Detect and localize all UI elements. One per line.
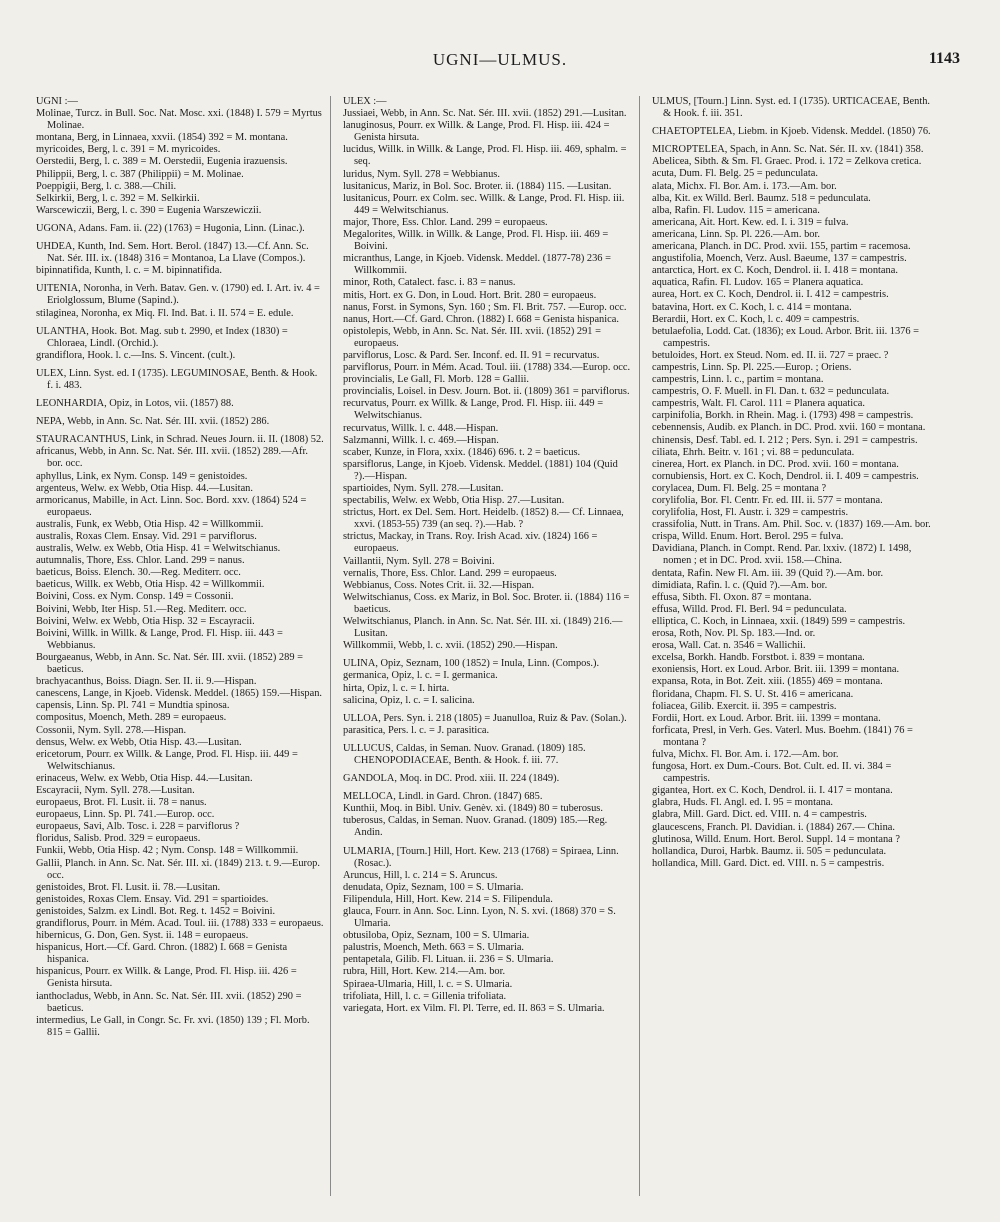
index-entry: Molinae, Turcz. in Bull. Soc. Nat. Mosc. xxi. (1848) I. 579 = Myrtus Molinae. xyxy=(36,108,322,132)
column-divider xyxy=(330,96,331,1196)
index-entry: Jussiaei, Webb, in Ann. Sc. Nat. Sér. III. xvii. (1852) 291.—Lusitan. xyxy=(343,108,627,120)
index-entry: campestris, Walt. Fl. Carol. 111 = Planera aquatica. xyxy=(652,398,865,410)
index-entry: europaeus, Savi, Alb. Tosc. i. 228 = parviflorus ? xyxy=(36,821,240,833)
index-entry: glaucescens, Franch. Pl. Davidian. i. (1884) 267.— China. xyxy=(652,821,895,833)
index-entry: rubra, Hill, Hort. Kew. 214.—Am. bor. xyxy=(343,966,506,978)
index-entry: brachyacanthus, Boiss. Diagn. Ser. II. ii. 9.—Hispan. xyxy=(36,676,257,688)
index-entry: Abelicea, Sibth. & Sm. Fl. Graec. Prod. i. 172 = Zelkova cretica. xyxy=(652,156,922,168)
index-entry: australis, Roxas Clem. Ensay. Vid. 291 = parviflorus. xyxy=(36,531,257,542)
index-entry: africanus, Webb, in Ann. Sc. Nat. Sér. III. xvii. (1852) 289.—Afr. bor. occ. xyxy=(36,446,308,470)
index-entry: salicina, Opiz, l. c. = I. salicina. xyxy=(343,694,475,706)
index-entry: carpinifolia, Borkh. in Rhein. Mag. i. (1793) 498 = campestris. xyxy=(652,410,914,422)
index-entry: lusitanicus, Mariz, in Bol. Soc. Broter. ii. (1884) 115. —Lusitan. xyxy=(343,180,612,192)
index-entry: STAURACANTHUS, Link, in Schrad. Neues Journ. ii. II. (1808) 52. xyxy=(36,434,324,446)
index-entry: Cossonii, Nym. Syll. 278.—Hispan. xyxy=(36,724,187,736)
index-entry: campestris, Linn. Sp. Pl. 225.—Europ. ; Oriens. xyxy=(652,361,852,373)
index-entry: baeticus, Boiss. Elench. 30.—Reg. Mediterr. occ. xyxy=(36,567,241,579)
index-entry: glutinosa, Willd. Enum. Hort. Berol. Suppl. 14 = montana ? xyxy=(652,833,900,845)
index-entry: Megalorites, Willk. in Willk. & Lange, Prod. Fl. Hisp. iii. 469 = Boivini. xyxy=(343,229,609,253)
index-entry: effusa, Sibth. Fl. Oxon. 87 = montana. xyxy=(652,591,812,603)
index-entry: acuta, Dum. Fl. Belg. 25 = pedunculata. xyxy=(652,168,819,180)
index-entry: autumnalis, Thore, Ess. Chlor. Land. 299 = nanus. xyxy=(36,555,245,567)
index-entry: ULEX, Linn. Syst. ed. I (1735). LEGUMINOSAE, Benth. & Hook. f. i. 483. xyxy=(36,367,318,391)
index-entry: parasitica, Pers. l. c. = J. parasitica. xyxy=(343,724,490,736)
index-entry: expansa, Rota, in Bot. Zeit. xiii. (1855) 469 = montana. xyxy=(652,676,883,688)
index-entry: ULINA, Opiz, Seznam, 100 (1852) = Inula, Linn. (Compos.). xyxy=(343,658,600,670)
index-entry: spectabilis, Welw. ex Webb, Otia Hisp. 27.—Lusitan. xyxy=(343,495,565,507)
index-entry: Poeppigii, Berg, l. c. 388.—Chili. xyxy=(36,180,177,192)
index-entry: baeticus, Willk. ex Webb, Otia Hisp. 42 = Willkommii. xyxy=(36,579,265,591)
index-entry: Salzmanni, Willk. l. c. 469.—Hispan. xyxy=(343,434,499,446)
index-entry: Boivini, Webb, Iter Hisp. 51.—Reg. Mediterr. occ. xyxy=(36,603,247,615)
index-entry: trifoliata, Hill, l. c. = Gillenia trifoliata. xyxy=(343,990,507,1002)
index-entry: erosa, Wall. Cat. n. 3546 = Wallichii. xyxy=(652,640,806,652)
index-entry: strictus, Mackay, in Trans. Roy. Irish Acad. xiv. (1824) 166 = europaeus. xyxy=(343,531,598,555)
index-entry: CHAETOPTELEA, Liebm. in Kjoeb. Vidensk. Meddel. (1850) 76. xyxy=(652,126,931,138)
index-entry: corylifolia, Bor. Fl. Centr. Fr. ed. III. ii. 577 = montana. xyxy=(652,495,883,506)
index-entry: elliptica, C. Koch, in Linnaea, xxii. (1849) 599 = campestris. xyxy=(652,615,906,627)
index-entry: aquatica, Rafin. Fl. Ludov. 165 = Planera aquatica. xyxy=(652,277,864,289)
index-entry: Davidiana, Planch. in Compt. Rend. Par. lxxiv. (1872) I. 1498, nomen ; et in DC. Prod. xvii. 158.—China. xyxy=(652,543,912,567)
column-left xyxy=(36,96,324,1039)
index-entry: Fordii, Hort. ex Loud. Arbor. Brit. iii. 1399 = montana. xyxy=(652,712,881,724)
index-entry: palustris, Moench, Meth. 663 = S. Ulmaria. xyxy=(343,942,525,954)
index-entry: americana, Ait. Hort. Kew. ed. I. i. 319 = fulva. xyxy=(652,216,849,228)
index-entry: UGNI :— xyxy=(36,96,78,107)
index-entry: americana, Planch. in DC. Prod. xvii. 155, partim = racemosa. xyxy=(652,241,911,253)
page-header xyxy=(0,50,1000,72)
page-number: 1143 xyxy=(928,50,960,67)
index-entry: lucidus, Willk. in Willk. & Lange, Prod. Fl. Hisp. iii. 469, sphalm. = seq. xyxy=(343,144,627,168)
index-entry: Gallii, Planch. in Ann. Sc. Nat. Sér. III. xi. (1849) 213. t. 9.—Europ. occ. xyxy=(36,857,320,881)
index-entry: dentata, Rafin. New Fl. Am. iii. 39 (Quid ?).—Am. bor. xyxy=(652,567,884,579)
index-entry: europaeus, Linn. Sp. Pl. 741.—Europ. occ. xyxy=(36,809,215,821)
index-entry: hollandica, Mill. Gard. Dict. ed. VIII. n. 5 = campestris. xyxy=(652,857,885,869)
index-entry: argenteus, Welw. ex Webb, Otia Hisp. 44.—Lusitan. xyxy=(36,482,253,494)
index-entry: australis, Funk, ex Webb, Otia Hisp. 42 = Willkommii. xyxy=(36,518,264,530)
index-entry: sparsiflorus, Lange, in Kjoeb. Vidensk. Meddel. (1881) 104 (Quid ?).—Hispan. xyxy=(343,458,618,482)
index-entry: variegata, Hort. ex Vilm. Fl. Pl. Terre, ed. II. 863 = S. Ulmaria. xyxy=(343,1002,605,1014)
index-entry: europaeus, Brot. Fl. Lusit. ii. 78 = nanus. xyxy=(36,797,207,809)
index-entry: hispanicus, Hort.—Cf. Gard. Chron. (1882) I. 668 = Genista hispanica. xyxy=(36,942,288,966)
index-entry: denudata, Opiz, Seznam, 100 = S. Ulmaria. xyxy=(343,881,524,893)
index-entry: pentapetala, Gilib. Fl. Lituan. ii. 236 = S. Ulmaria. xyxy=(343,954,554,966)
index-entry: erosa, Roth, Nov. Pl. Sp. 183.—Ind. or. xyxy=(652,628,816,640)
index-entry: provincialis, Loisel. in Desv. Journ. Bot. ii. (1809) 361 = parviflorus. xyxy=(343,386,630,398)
index-entry: erinaceus, Welw. ex Webb, Otia Hisp. 44.—Lusitan. xyxy=(36,772,253,784)
index-entry: montana, Berg, in Linnaea, xxvii. (1854) 392 = M. montana. xyxy=(36,132,288,144)
index-entry: campestris, O. F. Muell. in Fl. Dan. t. 632 = pedunculata. xyxy=(652,386,890,398)
index-entry: corylifolia, Host, Fl. Austr. i. 329 = campestris. xyxy=(652,507,849,519)
index-entry: ianthocladus, Webb, in Ann. Sc. Nat. Sér. III. xvii. (1852) 290 = baeticus. xyxy=(36,990,302,1014)
index-entry: UITENIA, Noronha, in Verh. Batav. Gen. v. (1790) ed. I. Art. iv. 4 = Eriolglossum, Blume (Sapind.). xyxy=(36,283,320,307)
index-entry: parviflorus, Pourr. in Mém. Acad. Toul. iii. (1788) 334.—Europ. occ. xyxy=(343,362,631,374)
index-entry: stilaginea, Noronha, ex Miq. Fl. Ind. Bat. i. II. 574 = E. edule. xyxy=(36,307,294,319)
index-entry: Spiraea-Ulmaria, Hill, l. c. = S. Ulmaria. xyxy=(343,978,513,990)
index-entry: parviflorus, Losc. & Pard. Ser. Inconf. ed. II. 91 = recurvatus. xyxy=(343,349,600,361)
index-entry: NEPA, Webb, in Ann. Sc. Nat. Sér. III. xvii. (1852) 286. xyxy=(36,416,270,428)
index-entry: ULLOA, Pers. Syn. i. 218 (1805) = Juanulloa, Ruiz & Pav. (Solan.). xyxy=(343,712,627,724)
column-divider xyxy=(639,96,640,1196)
index-entry: Welwitschianus, Planch. in Ann. Sc. Nat. Sér. III. xi. (1849) 216.—Lusitan. xyxy=(343,616,623,640)
index-entry: ericetorum, Pourr. ex Willk. & Lange, Prod. Fl. Hisp. iii. 449 = Welwitschianus. xyxy=(36,748,298,772)
index-entry: grandiflorus, Pourr. in Mém. Acad. Toul. iii. (1788) 333 = europaeus. xyxy=(36,918,324,929)
index-entry: glabra, Mill. Gard. Dict. ed. VIII. n. 4 = campestris. xyxy=(652,809,867,821)
index-entry: Willkommii, Webb, l. c. xvii. (1852) 290.—Hispan. xyxy=(343,640,558,652)
index-entry: floridus, Salisb. Prod. 329 = europaeus. xyxy=(36,833,201,845)
index-entry: ULMUS, [Tourn.] Linn. Syst. ed. I (1735). URTICACEAE, Benth. & Hook. f. iii. 351. xyxy=(652,96,931,120)
index-entry: batavina, Hort. ex C. Koch, l. c. 414 = montana. xyxy=(652,301,852,313)
index-entry: ciliata, Ehrh. Beitr. v. 161 ; vi. 88 = pedunculata. xyxy=(652,446,855,458)
index-entry: Escayracii, Nym. Syll. 278.—Lusitan. xyxy=(36,784,195,796)
index-entry: angustifolia, Moench, Verz. Ausl. Baeume, 137 = campestris. xyxy=(652,253,907,265)
index-entry: GANDOLA, Moq. in DC. Prod. xiii. II. 224 (1849). xyxy=(343,773,560,785)
index-entry: hirta, Opiz, l. c. = I. hirta. xyxy=(343,682,450,694)
index-entry: nanus, Forst. in Symons, Syn. 160 ; Sm. Fl. Brit. 757. —Europ. occ. xyxy=(343,301,627,313)
index-entry: intermedius, Le Gall, in Congr. Sc. Fr. xvi. (1850) 139 ; Fl. Morb. 815 = Gallii. xyxy=(36,1014,310,1038)
index-entry: grandiflora, Hook. l. c.—Ins. S. Vincent. (cult.). xyxy=(36,349,236,361)
index-entry: campestris, Linn. l. c., partim = montana. xyxy=(652,374,824,386)
index-entry: ULANTHA, Hook. Bot. Mag. sub t. 2990, et Index (1830) = Chloraea, Lindl. (Orchid.). xyxy=(36,325,288,349)
index-entry: bipinnatifida, Kunth, l. c. = M. bipinnatifida. xyxy=(36,265,222,277)
index-entry: excelsa, Borkh. Handb. Forstbot. i. 839 = montana. xyxy=(652,652,865,664)
index-entry: nanus, Hort.—Cf. Gard. Chron. (1882) I. 668 = Genista hispanica. xyxy=(343,313,619,325)
index-entry: australis, Welw. ex Webb, Otia Hisp. 41 = Welwitschianus. xyxy=(36,543,281,555)
index-entry: Boivini, Coss. ex Nym. Consp. 149 = Cossonii. xyxy=(36,591,234,603)
index-entry: hispanicus, Pourr. ex Willk. & Lange, Prod. Fl. Hisp. iii. 426 = Genista hirsuta. xyxy=(36,966,297,990)
index-entry: ULMARIA, [Tourn.] Hill, Hort. Kew. 213 (1768) = Spiraea, Linn. (Rosac.). xyxy=(343,845,619,869)
index-entry: glabra, Huds. Fl. Angl. ed. I. 95 = montana. xyxy=(652,797,834,809)
index-entry: betulaefolia, Lodd. Cat. (1836); ex Loud. Arbor. Brit. iii. 1376 = campestris. xyxy=(652,325,920,349)
index-entry: ULLUCUS, Caldas, in Seman. Nuov. Granad. (1809) 185. CHENOPODIACEAE, Benth. & Hook. f. iii. 77. xyxy=(343,742,586,766)
index-entry: effusa, Willd. Prod. Fl. Berl. 94 = pedunculata. xyxy=(652,603,847,615)
index-entry: Kunthii, Moq. in Bibl. Univ. Genèv. xi. (1849) 80 = tuberosus. xyxy=(343,803,603,815)
index-entry: exoniensis, Hort. ex Loud. Arbor. Brit. iii. 1399 = montana. xyxy=(652,664,900,676)
index-entry: aphyllus, Link, ex Nym. Consp. 149 = genistoides. xyxy=(36,470,248,482)
index-entry: compositus, Moench, Meth. 289 = europaeus. xyxy=(36,712,227,724)
index-entry: floridana, Chapm. Fl. S. U. St. 416 = americana. xyxy=(652,688,854,700)
index-entry: genistoides, Brot. Fl. Lusit. ii. 78.—Lusitan. xyxy=(36,881,221,893)
index-entry: MICROPTELEA, Spach, in Ann. Sc. Nat. Sér. II. xv. (1841) 358. xyxy=(652,144,924,156)
index-entry: corylacea, Dum. Fl. Belg. 25 = montana ? xyxy=(652,482,827,494)
index-entry: alba, Rafin. Fl. Ludov. 115 = americana. xyxy=(652,204,820,216)
index-entry: spartioides, Nym. Syll. 278.—Lusitan. xyxy=(343,483,504,494)
index-entry: strictus, Hort. ex Del. Sem. Hort. Heidelb. (1852) 8.— Cf. Linnaea, xxvi. (1853-55) 739 (an seq. ?).—Hab. ? xyxy=(343,507,624,531)
index-entry: scaber, Kunze, in Flora, xxix. (1846) 696. t. 2 = baeticus. xyxy=(343,446,581,458)
index-entry: Boivini, Willk. in Willk. & Lange, Prod. Fl. Hisp. iii. 443 = Webbianus. xyxy=(36,627,283,651)
index-entry: Philippii, Berg, l. c. 387 (Philippii) = M. Molinae. xyxy=(36,168,244,180)
index-entry: minor, Roth, Catalect. fasc. i. 83 = nanus. xyxy=(343,277,516,289)
index-entry: Funkii, Webb, Otia Hisp. 42 ; Nym. Consp. 148 = Willkommii. xyxy=(36,845,299,857)
index-entry: Selkirkii, Berg, l. c. 392 = M. Selkirkii. xyxy=(36,192,200,204)
index-entry: provincialis, Le Gall, Fl. Morb. 128 = Gallii. xyxy=(343,374,529,386)
index-entry: alba, Kit. ex Willd. Berl. Baumz. 518 = pedunculata. xyxy=(652,192,871,204)
index-entry: antarctica, Hort. ex C. Koch, Dendrol. ii. I. 418 = montana. xyxy=(652,265,898,277)
index-entry: Boivini, Welw. ex Webb, Otia Hisp. 32 = Escayracii. xyxy=(36,615,255,627)
index-entry: Vaillantii, Nym. Syll. 278 = Boivini. xyxy=(343,555,495,567)
index-entry: canescens, Lange, in Kjoeb. Vidensk. Meddel. (1865) 159.—Hispan. xyxy=(36,688,323,700)
index-entry: cebennensis, Audib. ex Planch. in DC. Prod. xvii. 160 = montana. xyxy=(652,422,926,434)
index-entry: Bourgaeanus, Webb, in Ann. Sc. Nat. Sér. III. xvii. (1852) 289 = baeticus. xyxy=(36,651,303,676)
index-entry: Filipendula, Hill, Hort. Kew. 214 = S. Filipendula. xyxy=(343,893,553,905)
index-entry: Welwitschianus, Coss. ex Mariz, in Bol. Soc. Broter. ii. (1884) 116 = baeticus. xyxy=(343,591,630,615)
index-entry: genistoides, Salzm. ex Lindl. Bot. Reg. t. 1452 = Boivini. xyxy=(36,905,276,917)
index-entry: betuloides, Hort. ex Steud. Nom. ed. II. ii. 727 = praec. ? xyxy=(652,349,889,361)
index-entry: mitis, Hort. ex G. Don, in Loud. Hort. Brit. 280 = europaeus. xyxy=(343,289,597,301)
index-entry: lusitanicus, Pourr. ex Colm. sec. Willk. & Lange, Prod. Fl. Hisp. iii. 449 = Welwitschianus. xyxy=(343,192,625,216)
index-entry: germanica, Opiz, l. c. = I. germanica. xyxy=(343,670,498,682)
index-entry: crispa, Willd. Enum. Hort. Berol. 295 = fulva. xyxy=(652,531,844,543)
index-entry: vernalis, Thore, Ess. Chlor. Land. 299 = europaeus. xyxy=(343,567,557,579)
index-entry: opistolepis, Webb, in Ann. Sc. Nat. Sér. III. xvii. (1852) 291 = europaeus. xyxy=(343,325,601,349)
index-entry: chinensis, Desf. Tabl. ed. I. 212 ; Pers. Syn. i. 291 = campestris. xyxy=(652,434,918,446)
index-entry: ULEX :— xyxy=(343,96,387,107)
index-entry: lanuginosus, Pourr. ex Willk. & Lange, Prod. Fl. Hisp. iii. 424 = Genista hirsuta. xyxy=(343,120,610,144)
index-entry: capensis, Linn. Sp. Pl. 741 = Mundtia spinosa. xyxy=(36,700,230,712)
index-entry: aurea, Hort. ex C. Koch, Dendrol. ii. I. 412 = campestris. xyxy=(652,289,889,301)
index-entry: gigantea, Hort. ex C. Koch, Dendrol. ii. I. 417 = montana. xyxy=(652,785,893,797)
index-entry: tuberosus, Caldas, in Seman. Nuov. Granad. (1809) 185.—Reg. Andin. xyxy=(343,815,608,839)
index-entry: UHDEA, Kunth, Ind. Sem. Hort. Berol. (1847) 13.—Cf. Ann. Sc. Nat. Sér. III. ix. (1848) 316 = Montanoa, La Llave (Compos.). xyxy=(36,241,309,265)
index-entry: americana, Linn. Sp. Pl. 226.—Am. bor. xyxy=(652,228,820,240)
index-entry: glauca, Fourr. in Ann. Soc. Linn. Lyon, N. S. xvi. (1868) 370 = S. Ulmaria. xyxy=(343,906,616,930)
column-right xyxy=(652,96,940,870)
index-entry: Aruncus, Hill, l. c. 214 = S. Aruncus. xyxy=(343,869,498,881)
index-entry: myricoides, Berg, l. c. 391 = M. myricoides. xyxy=(36,144,221,156)
index-entry: obtusiloba, Opiz, Seznam, 100 = S. Ulmaria. xyxy=(343,930,530,942)
index-entry: foliacea, Gilib. Exercit. ii. 395 = campestris. xyxy=(652,700,837,712)
index-entry: hollandica, Duroi, Harbk. Baumz. ii. 505 = pedunculata. xyxy=(652,845,887,857)
index-entry: fulva, Michx. Fl. Bor. Am. i. 172.—Am. bor. xyxy=(652,748,839,760)
index-entry: crassifolia, Nutt. in Trans. Am. Phil. Soc. v. (1837) 169.—Am. bor. xyxy=(652,519,931,531)
index-entry: armoricanus, Mabille, in Act. Linn. Soc. Bord. xxv. (1864) 524 = europaeus. xyxy=(36,494,307,518)
index-entry: cornubiensis, Hort. ex C. Koch, Dendrol. ii. I. 409 = campestris. xyxy=(652,470,919,482)
index-entry: Webbianus, Coss. Notes Crit. ii. 32.—Hispan. xyxy=(343,579,535,591)
index-entry: LEONHARDIA, Opiz, in Lotos, vii. (1857) 88. xyxy=(36,398,234,410)
index-entry: MELLOCA, Lindl. in Gard. Chron. (1847) 685. xyxy=(343,791,543,803)
index-entry: dimidiata, Rafin. l. c. (Quid ?).—Am. bor. xyxy=(652,579,828,591)
index-entry: alata, Michx. Fl. Bor. Am. i. 173.—Am. bor. xyxy=(652,180,837,192)
index-entry: UGONA, Adans. Fam. ii. (22) (1763) = Hugonia, Linn. (Linac.). xyxy=(36,222,305,234)
index-entry: hibernicus, G. Don, Gen. Syst. ii. 148 = europaeus. xyxy=(36,930,249,942)
index-entry: forficata, Presl, in Verh. Ges. Vaterl. Mus. Boehm. (1841) 76 = montana ? xyxy=(652,724,913,748)
index-entry: micranthus, Lange, in Kjoeb. Vidensk. Meddel. (1877-78) 236 = Willkommii. xyxy=(343,253,611,277)
index-entry: densus, Welw. ex Webb, Otia Hisp. 43.—Lusitan. xyxy=(36,736,242,748)
index-entry: major, Thore, Ess. Chlor. Land. 299 = europaeus. xyxy=(343,216,548,228)
column-middle xyxy=(343,96,631,1015)
index-entry: Warscewiczii, Berg, l. c. 390 = Eugenia Warszewiczii. xyxy=(36,204,262,216)
index-entry: genistoides, Roxas Clem. Ensay. Vid. 291 = spartioides. xyxy=(36,893,269,905)
running-title: UGNI—ULMUS. xyxy=(432,50,568,69)
index-entry: Oerstedii, Berg, l. c. 389 = M. Oerstedii, Eugenia irazuensis. xyxy=(36,156,288,168)
index-entry: Berardii, Hort. ex C. Koch, l. c. 409 = campestris. xyxy=(652,313,860,325)
index-entry: luridus, Nym. Syll. 278 = Webbianus. xyxy=(343,168,500,180)
index-entry: recurvatus, Pourr. ex Willk. & Lange, Prod. Fl. Hisp. iii. 449 = Welwitschianus. xyxy=(343,398,604,422)
index-entry: cinerea, Hort. ex Planch. in DC. Prod. xvii. 160 = montana. xyxy=(652,458,899,470)
index-entry: recurvatus, Willk. l. c. 448.—Hispan. xyxy=(343,422,499,434)
index-entry: fungosa, Hort. ex Dum.-Cours. Bot. Cult. ed. II. vi. 384 = campestris. xyxy=(652,761,892,785)
